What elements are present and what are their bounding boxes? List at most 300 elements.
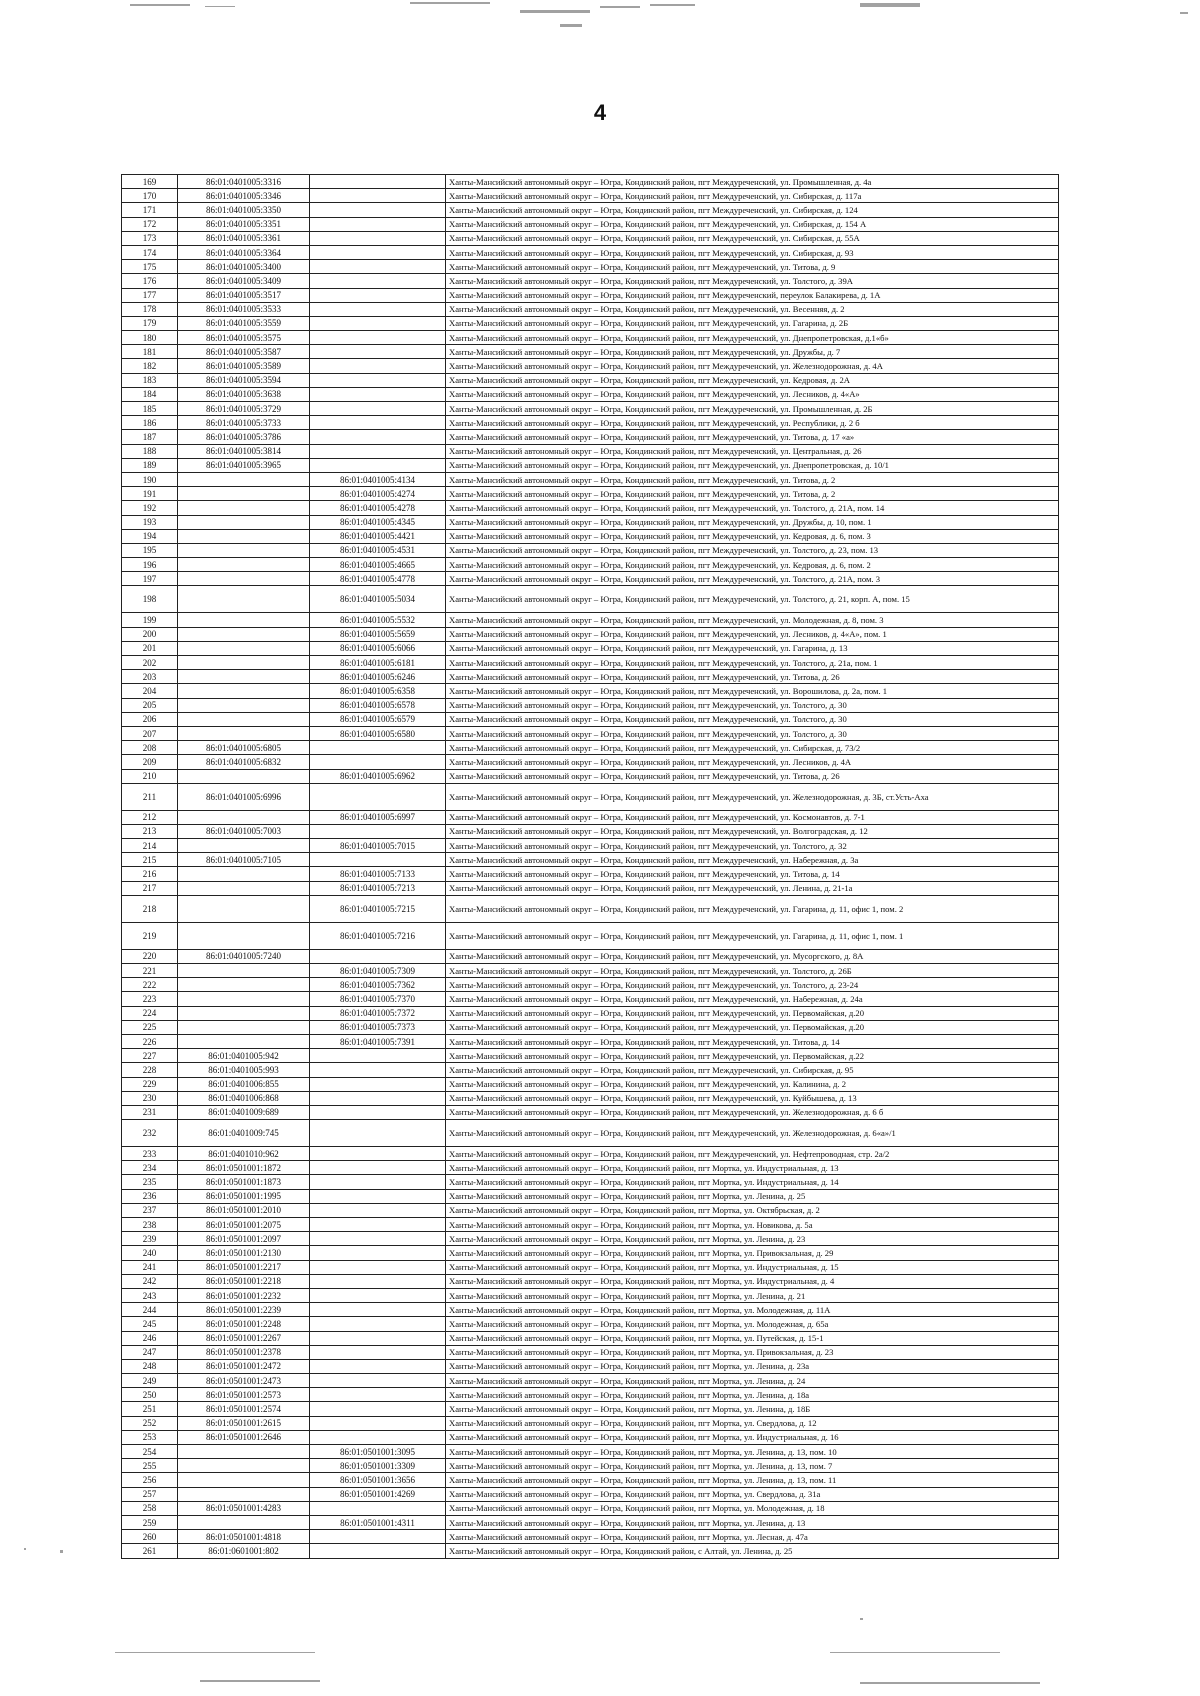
registry-table <box>121 174 1059 1559</box>
row-number: 208 <box>122 741 178 755</box>
row-number: 240 <box>122 1246 178 1260</box>
cadastral-number-building <box>178 1006 310 1020</box>
address: Ханты-Мансийский автономный округ – Югра, Кондинский район, пгт Мортка, ул. Новикова, д. 5а <box>446 1218 1059 1232</box>
cadastral-number-building <box>178 698 310 712</box>
cadastral-number-building: 86:01:0501001:2075 <box>178 1218 310 1232</box>
address: Ханты-Мансийский автономный округ – Югра, Кондинский район, пгт Междуреченский, ул. Нефтепроводная, стр. 2а/2 <box>446 1147 1059 1161</box>
cadastral-number-building <box>178 1515 310 1529</box>
address: Ханты-Мансийский автономный округ – Югра, Кондинский район, пгт Междуреченский, ул. Ворошилова, д. 2а, пом. 1 <box>446 684 1059 698</box>
cadastral-number-building: 86:01:0501001:2472 <box>178 1359 310 1373</box>
cadastral-number-building: 86:01:0501001:2217 <box>178 1260 310 1274</box>
address: Ханты-Мансийский автономный округ – Югра, Кондинский район, пгт Междуреченский, ул. Набережная, д. 3а <box>446 853 1059 867</box>
table-row <box>122 543 1059 557</box>
row-number: 252 <box>122 1416 178 1430</box>
row-number: 190 <box>122 472 178 486</box>
row-number: 222 <box>122 978 178 992</box>
row-number: 232 <box>122 1120 178 1147</box>
row-number: 170 <box>122 189 178 203</box>
address: Ханты-Мансийский автономный округ – Югра, Кондинский район, пгт Междуреченский, ул. Гагарина, д. 11, офис 1, пом. 2 <box>446 895 1059 922</box>
cadastral-number-premises: 86:01:0501001:3309 <box>310 1459 446 1473</box>
address: Ханты-Мансийский автономный округ – Югра, Кондинский район, пгт Междуреченский, ул. Сибирская, д. 154 А <box>446 217 1059 231</box>
table-row <box>122 1445 1059 1459</box>
cadastral-number-building <box>178 515 310 529</box>
cadastral-number-premises <box>310 1063 446 1077</box>
cadastral-number-premises <box>310 1331 446 1345</box>
cadastral-number-building <box>178 769 310 783</box>
address: Ханты-Мансийский автономный округ – Югра, Кондинский район, пгт Мортка, ул. Привокзальная, д. 23 <box>446 1345 1059 1359</box>
cadastral-number-premises <box>310 1049 446 1063</box>
table-row <box>122 867 1059 881</box>
table-row <box>122 1331 1059 1345</box>
cadastral-number-premises <box>310 1274 446 1288</box>
cadastral-number-building: 86:01:0401006:868 <box>178 1091 310 1105</box>
row-number: 253 <box>122 1430 178 1444</box>
row-number: 210 <box>122 769 178 783</box>
cadastral-number-premises <box>310 1430 446 1444</box>
row-number: 189 <box>122 458 178 472</box>
table-row <box>122 1430 1059 1444</box>
table-row <box>122 1161 1059 1175</box>
table-row <box>122 1345 1059 1359</box>
address: Ханты-Мансийский автономный округ – Югра, Кондинский район, пгт Междуреченский, ул. Титова, д. 17 «а» <box>446 430 1059 444</box>
address: Ханты-Мансийский автономный округ – Югра, Кондинский район, пгт Мортка, ул. Ленина, д. 18а <box>446 1388 1059 1402</box>
cadastral-number-premises: 86:01:0501001:4311 <box>310 1515 446 1529</box>
cadastral-number-premises <box>310 1402 446 1416</box>
address: Ханты-Мансийский автономный округ – Югра, Кондинский район, пгт Междуреченский, ул. Железнодорожная, д. 6«а»/1 <box>446 1120 1059 1147</box>
row-number: 223 <box>122 992 178 1006</box>
address: Ханты-Мансийский автономный округ – Югра, Кондинский район, пгт Междуреченский, ул. Титова, д. 2 <box>446 472 1059 486</box>
cadastral-number-premises <box>310 458 446 472</box>
row-number: 209 <box>122 755 178 769</box>
cadastral-number-premises: 86:01:0401005:6962 <box>310 769 446 783</box>
cadastral-number-building: 86:01:0501001:2239 <box>178 1303 310 1317</box>
cadastral-number-building: 86:01:0401005:7003 <box>178 824 310 838</box>
table-row <box>122 501 1059 515</box>
cadastral-number-premises <box>310 1544 446 1558</box>
table-row <box>122 572 1059 586</box>
row-number: 250 <box>122 1388 178 1402</box>
row-number: 225 <box>122 1020 178 1034</box>
row-number: 243 <box>122 1288 178 1302</box>
address: Ханты-Мансийский автономный округ – Югра, Кондинский район, пгт Междуреченский, ул. Толстого, д. 21, корп. А, пом. 15 <box>446 586 1059 613</box>
cadastral-number-building: 86:01:0401005:3729 <box>178 402 310 416</box>
address: Ханты-Мансийский автономный округ – Югра, Кондинский район, пгт Междуреченский, ул. Весенняя, д. 2 <box>446 302 1059 316</box>
cadastral-number-building <box>178 487 310 501</box>
address: Ханты-Мансийский автономный округ – Югра, Кондинский район, пгт Мортка, ул. Свердлова, д. 12 <box>446 1416 1059 1430</box>
address: Ханты-Мансийский автономный округ – Югра, Кондинский район, пгт Междуреченский, ул. Кедровая, д. 6, пом. 3 <box>446 529 1059 543</box>
cadastral-number-premises: 86:01:0501001:3656 <box>310 1473 446 1487</box>
cadastral-number-building: 86:01:0501001:2646 <box>178 1430 310 1444</box>
address: Ханты-Мансийский автономный округ – Югра, Кондинский район, пгт Мортка, ул. Лесная, д. 47а <box>446 1530 1059 1544</box>
address: Ханты-Мансийский автономный округ – Югра, Кондинский район, пгт Междуреченский, ул. Первомайская, д.20 <box>446 1020 1059 1034</box>
table-row <box>122 783 1059 810</box>
row-number: 219 <box>122 922 178 949</box>
table-row <box>122 684 1059 698</box>
row-number: 198 <box>122 586 178 613</box>
cadastral-number-premises <box>310 373 446 387</box>
cadastral-number-premises <box>310 824 446 838</box>
cadastral-number-premises: 86:01:0401005:7216 <box>310 922 446 949</box>
row-number: 185 <box>122 402 178 416</box>
table-row <box>122 1246 1059 1260</box>
table-row <box>122 992 1059 1006</box>
cadastral-number-premises <box>310 741 446 755</box>
cadastral-number-premises <box>310 1147 446 1161</box>
address: Ханты-Мансийский автономный округ – Югра, Кондинский район, пгт Междуреченский, ул. Железнодорожная, д. 6 б <box>446 1105 1059 1119</box>
cadastral-number-premises: 86:01:0401005:4665 <box>310 558 446 572</box>
cadastral-number-premises <box>310 1077 446 1091</box>
cadastral-number-premises <box>310 783 446 810</box>
table-row <box>122 260 1059 274</box>
cadastral-number-building: 86:01:0501001:2267 <box>178 1331 310 1345</box>
row-number: 193 <box>122 515 178 529</box>
address: Ханты-Мансийский автономный округ – Югра, Кондинский район, пгт Междуреченский, ул. Ленина, д. 21-1а <box>446 881 1059 895</box>
cadastral-number-premises: 86:01:0401005:7215 <box>310 895 446 922</box>
row-number: 192 <box>122 501 178 515</box>
row-number: 206 <box>122 712 178 726</box>
row-number: 258 <box>122 1501 178 1515</box>
cadastral-number-building <box>178 572 310 586</box>
cadastral-number-premises: 86:01:0401005:6358 <box>310 684 446 698</box>
address: Ханты-Мансийский автономный округ – Югра, Кондинский район, пгт Междуреченский, ул. Калинина, д. 2 <box>446 1077 1059 1091</box>
address: Ханты-Мансийский автономный округ – Югра, Кондинский район, пгт Мортка, ул. Путейская, д. 15-1 <box>446 1331 1059 1345</box>
row-number: 175 <box>122 260 178 274</box>
row-number: 174 <box>122 245 178 259</box>
row-number: 191 <box>122 487 178 501</box>
address: Ханты-Мансийский автономный округ – Югра, Кондинский район, пгт Мортка, ул. Молодежная, д. 65а <box>446 1317 1059 1331</box>
cadastral-number-building: 86:01:0501001:2218 <box>178 1274 310 1288</box>
cadastral-number-building <box>178 1487 310 1501</box>
table-row <box>122 1077 1059 1091</box>
address: Ханты-Мансийский автономный округ – Югра, Кондинский район, пгт Междуреченский, ул. Лесников, д. 4«А» <box>446 387 1059 401</box>
cadastral-number-premises <box>310 245 446 259</box>
address: Ханты-Мансийский автономный округ – Югра, Кондинский район, пгт Междуреченский, ул. Республики, д. 2 б <box>446 416 1059 430</box>
row-number: 187 <box>122 430 178 444</box>
row-number: 176 <box>122 274 178 288</box>
cadastral-number-building <box>178 726 310 740</box>
address: Ханты-Мансийский автономный округ – Югра, Кондинский район, пгт Междуреченский, ул. Толстого, д. 30 <box>446 712 1059 726</box>
cadastral-number-building: 86:01:0401005:3587 <box>178 345 310 359</box>
row-number: 259 <box>122 1515 178 1529</box>
table-row <box>122 1374 1059 1388</box>
table-row <box>122 755 1059 769</box>
row-number: 178 <box>122 302 178 316</box>
cadastral-number-building: 86:01:0401005:3350 <box>178 203 310 217</box>
cadastral-number-premises: 86:01:0401005:6997 <box>310 810 446 824</box>
row-number: 251 <box>122 1402 178 1416</box>
table-row <box>122 656 1059 670</box>
cadastral-number-building: 86:01:0501001:2573 <box>178 1388 310 1402</box>
table-row <box>122 175 1059 189</box>
table-row <box>122 345 1059 359</box>
table-row <box>122 839 1059 853</box>
row-number: 200 <box>122 627 178 641</box>
table-row <box>122 316 1059 330</box>
cadastral-number-building: 86:01:0401009:745 <box>178 1120 310 1147</box>
address: Ханты-Мансийский автономный округ – Югра, Кондинский район, пгт Мортка, ул. Индустриальная, д. 15 <box>446 1260 1059 1274</box>
table-row <box>122 1359 1059 1373</box>
row-number: 196 <box>122 558 178 572</box>
table-row <box>122 402 1059 416</box>
cadastral-number-building: 86:01:0401005:6805 <box>178 741 310 755</box>
row-number: 235 <box>122 1175 178 1189</box>
row-number: 217 <box>122 881 178 895</box>
table-row <box>122 641 1059 655</box>
table-row <box>122 949 1059 963</box>
cadastral-number-premises <box>310 1374 446 1388</box>
row-number: 247 <box>122 1345 178 1359</box>
row-number: 204 <box>122 684 178 698</box>
table-row <box>122 203 1059 217</box>
table-row <box>122 670 1059 684</box>
cadastral-number-building: 86:01:0401005:3638 <box>178 387 310 401</box>
cadastral-number-building: 86:01:0401005:3364 <box>178 245 310 259</box>
cadastral-number-premises <box>310 1218 446 1232</box>
table-row <box>122 1388 1059 1402</box>
cadastral-number-building: 86:01:0501001:2473 <box>178 1374 310 1388</box>
row-number: 227 <box>122 1049 178 1063</box>
cadastral-number-premises <box>310 1246 446 1260</box>
cadastral-number-building: 86:01:0501001:2097 <box>178 1232 310 1246</box>
row-number: 257 <box>122 1487 178 1501</box>
cadastral-number-premises <box>310 1345 446 1359</box>
cadastral-number-building: 86:01:0401005:3965 <box>178 458 310 472</box>
address: Ханты-Мансийский автономный округ – Югра, Кондинский район, пгт Междуреченский, ул. Центральная, д. 26 <box>446 444 1059 458</box>
table-row <box>122 444 1059 458</box>
cadastral-number-premises: 86:01:0501001:3095 <box>310 1445 446 1459</box>
table-row <box>122 978 1059 992</box>
table-row <box>122 515 1059 529</box>
address: Ханты-Мансийский автономный округ – Югра, Кондинский район, пгт Междуреченский, ул. Промышленная, д. 2Б <box>446 402 1059 416</box>
cadastral-number-building: 86:01:0401005:3575 <box>178 331 310 345</box>
cadastral-number-premises <box>310 260 446 274</box>
table-row <box>122 881 1059 895</box>
row-number: 226 <box>122 1034 178 1048</box>
address: Ханты-Мансийский автономный округ – Югра, Кондинский район, пгт Междуреченский, ул. Лесников, д. 4«А», пом. 1 <box>446 627 1059 641</box>
cadastral-number-building: 86:01:0401005:3786 <box>178 430 310 444</box>
address: Ханты-Мансийский автономный округ – Югра, Кондинский район, пгт Междуреченский, ул. Днепропетровская, д.1«б» <box>446 331 1059 345</box>
cadastral-number-building: 86:01:0501001:1872 <box>178 1161 310 1175</box>
row-number: 230 <box>122 1091 178 1105</box>
row-number: 201 <box>122 641 178 655</box>
table-row <box>122 1288 1059 1302</box>
table-row <box>122 726 1059 740</box>
table-row <box>122 1020 1059 1034</box>
cadastral-number-premises: 86:01:0401005:6579 <box>310 712 446 726</box>
address: Ханты-Мансийский автономный округ – Югра, Кондинский район, пгт Мортка, ул. Молодежная, д. 18 <box>446 1501 1059 1515</box>
cadastral-number-building <box>178 586 310 613</box>
table-row <box>122 712 1059 726</box>
address: Ханты-Мансийский автономный округ – Югра, Кондинский район, пгт Междуреченский, ул. Титова, д. 14 <box>446 867 1059 881</box>
cadastral-number-building: 86:01:0401005:3733 <box>178 416 310 430</box>
cadastral-number-premises <box>310 416 446 430</box>
row-number: 248 <box>122 1359 178 1373</box>
address: Ханты-Мансийский автономный округ – Югра, Кондинский район, пгт Мортка, ул. Молодежная, д. 11А <box>446 1303 1059 1317</box>
table-row <box>122 1317 1059 1331</box>
cadastral-number-building: 86:01:0401005:6832 <box>178 755 310 769</box>
table-row <box>122 1063 1059 1077</box>
cadastral-number-premises <box>310 1105 446 1119</box>
table-row <box>122 487 1059 501</box>
table-row <box>122 1487 1059 1501</box>
cadastral-number-building: 86:01:0401005:3517 <box>178 288 310 302</box>
cadastral-number-premises: 86:01:0401005:5532 <box>310 613 446 627</box>
table-row <box>122 586 1059 613</box>
table-row <box>122 1260 1059 1274</box>
cadastral-number-building: 86:01:0401005:3351 <box>178 217 310 231</box>
row-number: 242 <box>122 1274 178 1288</box>
cadastral-number-building: 86:01:0401005:3409 <box>178 274 310 288</box>
address: Ханты-Мансийский автономный округ – Югра, Кондинский район, пгт Междуреченский, ул. Промышленная, д. 4а <box>446 175 1059 189</box>
table-row <box>122 288 1059 302</box>
row-number: 234 <box>122 1161 178 1175</box>
row-number: 183 <box>122 373 178 387</box>
cadastral-number-building: 86:01:0401006:855 <box>178 1077 310 1091</box>
cadastral-number-premises: 86:01:0401005:7373 <box>310 1020 446 1034</box>
cadastral-number-building <box>178 1459 310 1473</box>
row-number: 231 <box>122 1105 178 1119</box>
row-number: 202 <box>122 656 178 670</box>
cadastral-number-premises: 86:01:0401005:6066 <box>310 641 446 655</box>
cadastral-number-building <box>178 867 310 881</box>
address: Ханты-Мансийский автономный округ – Югра, Кондинский район, пгт Мортка, ул. Индустриальная, д. 16 <box>446 1430 1059 1444</box>
row-number: 237 <box>122 1203 178 1217</box>
cadastral-number-premises: 86:01:0401005:7309 <box>310 964 446 978</box>
cadastral-number-building <box>178 922 310 949</box>
table-row <box>122 1120 1059 1147</box>
table-row <box>122 895 1059 922</box>
cadastral-number-premises <box>310 203 446 217</box>
address: Ханты-Мансийский автономный округ – Югра, Кондинский район, пгт Междуреченский, ул. Первомайская, д.22 <box>446 1049 1059 1063</box>
cadastral-number-premises <box>310 1260 446 1274</box>
cadastral-number-building: 86:01:0401005:7240 <box>178 949 310 963</box>
row-number: 213 <box>122 824 178 838</box>
cadastral-number-building: 86:01:0501001:2378 <box>178 1345 310 1359</box>
table-row <box>122 627 1059 641</box>
row-number: 199 <box>122 613 178 627</box>
address: Ханты-Мансийский автономный округ – Югра, Кондинский район, пгт Мортка, ул. Ленина, д. 23 <box>446 1232 1059 1246</box>
table-row <box>122 1232 1059 1246</box>
table-row <box>122 1218 1059 1232</box>
table-row <box>122 810 1059 824</box>
cadastral-number-premises: 86:01:0401005:6246 <box>310 670 446 684</box>
address: Ханты-Мансийский автономный округ – Югра, Кондинский район, пгт Междуреченский, ул. Титова, д. 26 <box>446 769 1059 783</box>
cadastral-number-building <box>178 529 310 543</box>
cadastral-number-building: 86:01:0401005:942 <box>178 1049 310 1063</box>
table-row <box>122 1544 1059 1558</box>
cadastral-number-premises <box>310 345 446 359</box>
row-number: 245 <box>122 1317 178 1331</box>
cadastral-number-premises <box>310 274 446 288</box>
address: Ханты-Мансийский автономный округ – Югра, Кондинский район, пгт Междуреченский, ул. Толстого, д. 21а, пом. 1 <box>446 656 1059 670</box>
cadastral-number-premises <box>310 1175 446 1189</box>
row-number: 233 <box>122 1147 178 1161</box>
address: Ханты-Мансийский автономный округ – Югра, Кондинский район, пгт Междуреченский, ул. Толстого, д. 23, пом. 13 <box>446 543 1059 557</box>
row-number: 228 <box>122 1063 178 1077</box>
address: Ханты-Мансийский автономный округ – Югра, Кондинский район, пгт Междуреченский, ул. Титова, д. 26 <box>446 670 1059 684</box>
cadastral-number-building: 86:01:0401005:6996 <box>178 783 310 810</box>
table-row <box>122 1501 1059 1515</box>
table-row <box>122 824 1059 838</box>
address: Ханты-Мансийский автономный округ – Югра, Кондинский район, пгт Междуреченский, ул. Мусоргского, д. 8А <box>446 949 1059 963</box>
table-row <box>122 1402 1059 1416</box>
cadastral-number-building <box>178 712 310 726</box>
row-number: 261 <box>122 1544 178 1558</box>
address: Ханты-Мансийский автономный округ – Югра, Кондинский район, пгт Мортка, ул. Ленина, д. 24 <box>446 1374 1059 1388</box>
cadastral-number-premises <box>310 359 446 373</box>
table-row <box>122 472 1059 486</box>
table-row <box>122 529 1059 543</box>
cadastral-number-premises <box>310 755 446 769</box>
address: Ханты-Мансийский автономный округ – Югра, Кондинский район, пгт Междуреченский, ул. Лесников, д. 4А <box>446 755 1059 769</box>
cadastral-number-building <box>178 1473 310 1487</box>
address: Ханты-Мансийский автономный округ – Югра, Кондинский район, пгт Междуреченский, ул. Куйбышева, д. 13 <box>446 1091 1059 1105</box>
address: Ханты-Мансийский автономный округ – Югра, Кондинский район, пгт Междуреченский, ул. Гагарина, д. 13 <box>446 641 1059 655</box>
address: Ханты-Мансийский автономный округ – Югра, Кондинский район, пгт Междуреченский, ул. Сибирская, д. 95 <box>446 1063 1059 1077</box>
cadastral-number-premises <box>310 853 446 867</box>
cadastral-number-premises: 86:01:0401005:5659 <box>310 627 446 641</box>
cadastral-number-building: 86:01:0401010:962 <box>178 1147 310 1161</box>
row-number: 184 <box>122 387 178 401</box>
table-row <box>122 217 1059 231</box>
cadastral-number-building: 86:01:0501001:2232 <box>178 1288 310 1302</box>
row-number: 218 <box>122 895 178 922</box>
cadastral-number-premises <box>310 430 446 444</box>
row-number: 195 <box>122 543 178 557</box>
table-row <box>122 558 1059 572</box>
address: Ханты-Мансийский автономный округ – Югра, Кондинский район, пгт Мортка, ул. Индустриальная, д. 13 <box>446 1161 1059 1175</box>
cadastral-number-premises <box>310 1288 446 1302</box>
cadastral-number-premises <box>310 1120 446 1147</box>
row-number: 214 <box>122 839 178 853</box>
address: Ханты-Мансийский автономный округ – Югра, Кондинский район, пгт Междуреченский, ул. Дружбы, д. 10, пом. 1 <box>446 515 1059 529</box>
table-row <box>122 741 1059 755</box>
row-number: 205 <box>122 698 178 712</box>
address: Ханты-Мансийский автономный округ – Югра, Кондинский район, пгт Мортка, ул. Ленина, д. 21 <box>446 1288 1059 1302</box>
cadastral-number-premises: 86:01:0401005:4531 <box>310 543 446 557</box>
row-number: 236 <box>122 1189 178 1203</box>
cadastral-number-building <box>178 641 310 655</box>
address: Ханты-Мансийский автономный округ – Югра, Кондинский район, пгт Междуреченский, ул. Днепропетровская, д. 10/1 <box>446 458 1059 472</box>
cadastral-number-premises: 86:01:0401005:4421 <box>310 529 446 543</box>
address: Ханты-Мансийский автономный округ – Югра, Кондинский район, пгт Междуреченский, ул. Гагарина, д. 11, офис 1, пом. 1 <box>446 922 1059 949</box>
cadastral-number-premises <box>310 387 446 401</box>
row-number: 238 <box>122 1218 178 1232</box>
cadastral-number-premises <box>310 444 446 458</box>
cadastral-number-premises: 86:01:0401005:6580 <box>310 726 446 740</box>
row-number: 254 <box>122 1445 178 1459</box>
cadastral-number-building: 86:01:0401005:3361 <box>178 231 310 245</box>
row-number: 203 <box>122 670 178 684</box>
row-number: 249 <box>122 1374 178 1388</box>
cadastral-number-premises: 86:01:0401005:7372 <box>310 1006 446 1020</box>
table-row <box>122 1006 1059 1020</box>
table-row <box>122 1034 1059 1048</box>
table-row <box>122 387 1059 401</box>
address: Ханты-Мансийский автономный округ – Югра, Кондинский район, пгт Междуреченский, ул. Набережная, д. 24а <box>446 992 1059 1006</box>
cadastral-number-building <box>178 964 310 978</box>
cadastral-number-premises: 86:01:0401005:7015 <box>310 839 446 853</box>
address: Ханты-Мансийский автономный округ – Югра, Кондинский район, пгт Мортка, ул. Привокзальная, д. 29 <box>446 1246 1059 1260</box>
cadastral-number-premises <box>310 331 446 345</box>
cadastral-number-building: 86:01:0401005:3400 <box>178 260 310 274</box>
address: Ханты-Мансийский автономный округ – Югра, Кондинский район, пгт Мортка, ул. Индустриальная, д. 4 <box>446 1274 1059 1288</box>
table-row <box>122 245 1059 259</box>
row-number: 212 <box>122 810 178 824</box>
address: Ханты-Мансийский автономный округ – Югра, Кондинский район, пгт Мортка, ул. Ленина, д. 25 <box>446 1189 1059 1203</box>
address: Ханты-Мансийский автономный округ – Югра, Кондинский район, пгт Мортка, ул. Свердлова, д. 31а <box>446 1487 1059 1501</box>
table-row <box>122 1189 1059 1203</box>
